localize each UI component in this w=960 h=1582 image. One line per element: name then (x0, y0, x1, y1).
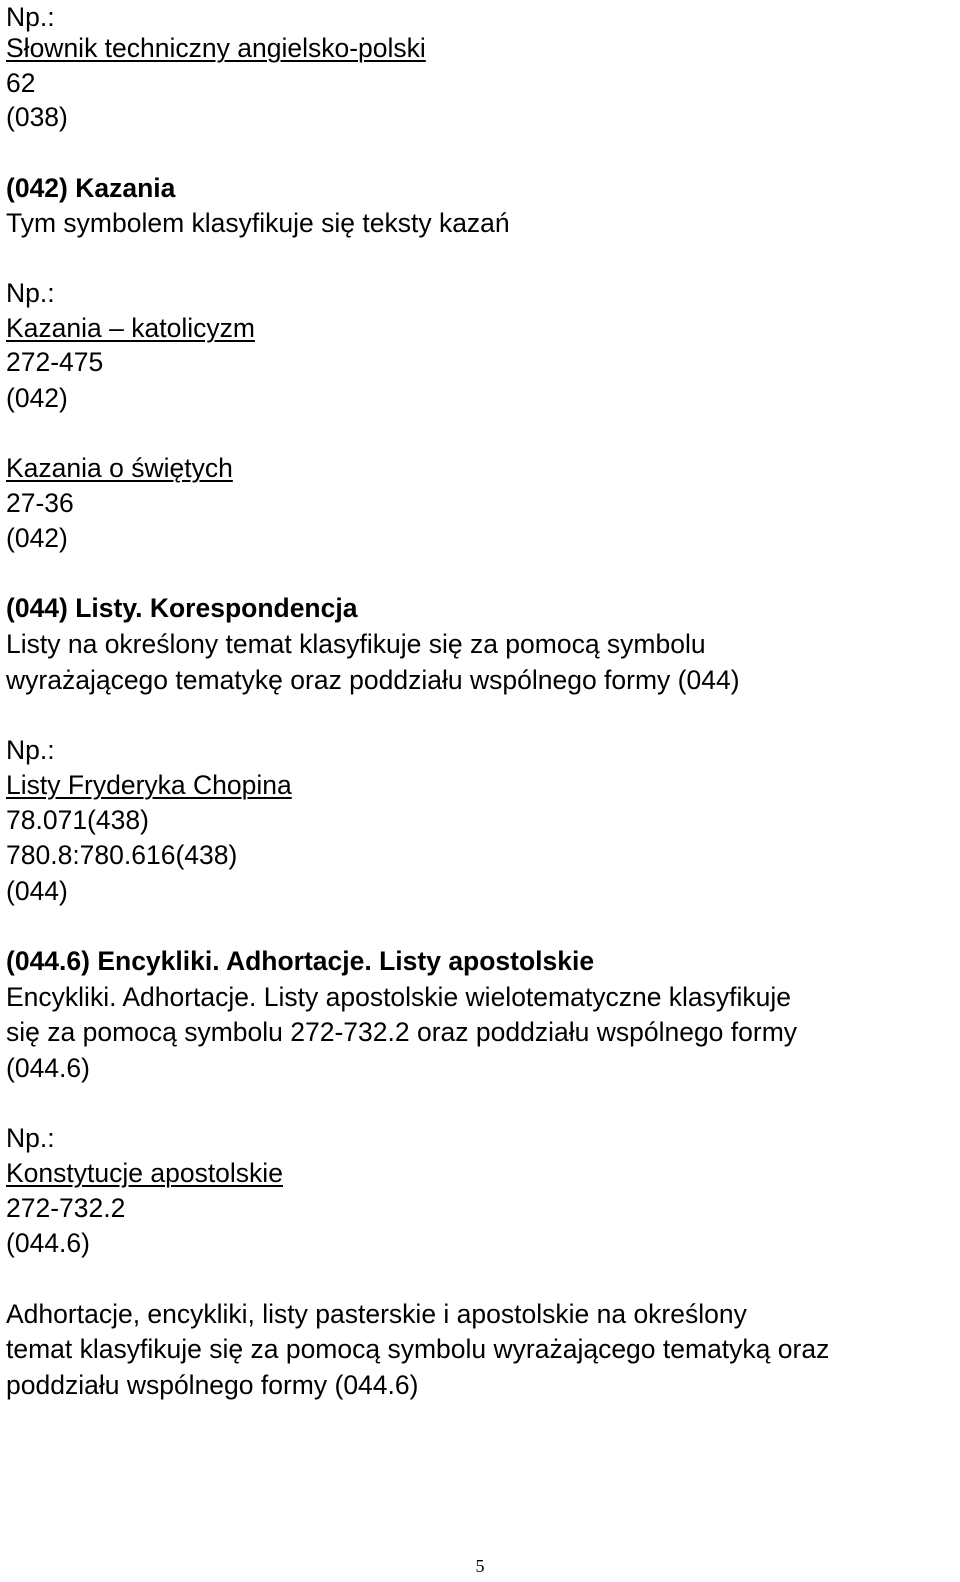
example-number: 78.071(438) (6, 805, 149, 835)
example-title: Słownik techniczny angielsko-polski (6, 33, 426, 63)
example-label: Np.: (6, 278, 55, 308)
example-number: 272-732.2 (6, 1193, 126, 1223)
example-number: 62 (6, 68, 36, 98)
section-description: Encykliki. Adhortacje. Listy apostolskie wielotematyczne klasyfikuje (6, 982, 792, 1012)
page-number: 5 (475, 1556, 485, 1576)
section-description: Tym symbolem klasyfikuje się teksty kazań (6, 208, 510, 238)
example-label: Np.: (6, 1123, 55, 1153)
section-description: wyrażającego tematykę oraz poddziału wspólnego formy (044) (6, 665, 740, 695)
section-heading: (042) Kazania (6, 173, 176, 203)
section-description: Listy na określony temat klasyfikuje się za pomocą symbolu (6, 629, 706, 659)
section-heading: (044.6) Encykliki. Adhortacje. Listy apostolskie (6, 946, 595, 976)
section-heading: (044) Listy. Korespondencja (6, 593, 358, 623)
example-title: Konstytucje apostolskie (6, 1158, 283, 1188)
paragraph-line: temat klasyfikuje się za pomocą symbolu wyrażającego tematyką oraz (6, 1334, 830, 1364)
form-subdivision: (042) (6, 523, 68, 553)
section-description: (044.6) (6, 1053, 90, 1083)
form-subdivision: (044.6) (6, 1228, 90, 1258)
example-label: Np.: (6, 2, 55, 32)
form-subdivision: (038) (6, 102, 68, 132)
example-number: 27-36 (6, 488, 74, 518)
example-title: Kazania – katolicyzm (6, 313, 255, 343)
example-title: Listy Fryderyka Chopina (6, 770, 292, 800)
example-label: Np.: (6, 735, 55, 765)
example-number: 780.8:780.616(438) (6, 840, 238, 870)
section-description: się za pomocą symbolu 272-732.2 oraz poddziału wspólnego formy (6, 1017, 798, 1047)
example-title: Kazania o świętych (6, 453, 233, 483)
paragraph-line: poddziału wspólnego formy (044.6) (6, 1370, 419, 1400)
form-subdivision: (042) (6, 383, 68, 413)
form-subdivision: (044) (6, 876, 68, 906)
example-number: 272-475 (6, 347, 104, 377)
paragraph-line: Adhortacje, encykliki, listy pasterskie i apostolskie na określony (6, 1299, 747, 1329)
